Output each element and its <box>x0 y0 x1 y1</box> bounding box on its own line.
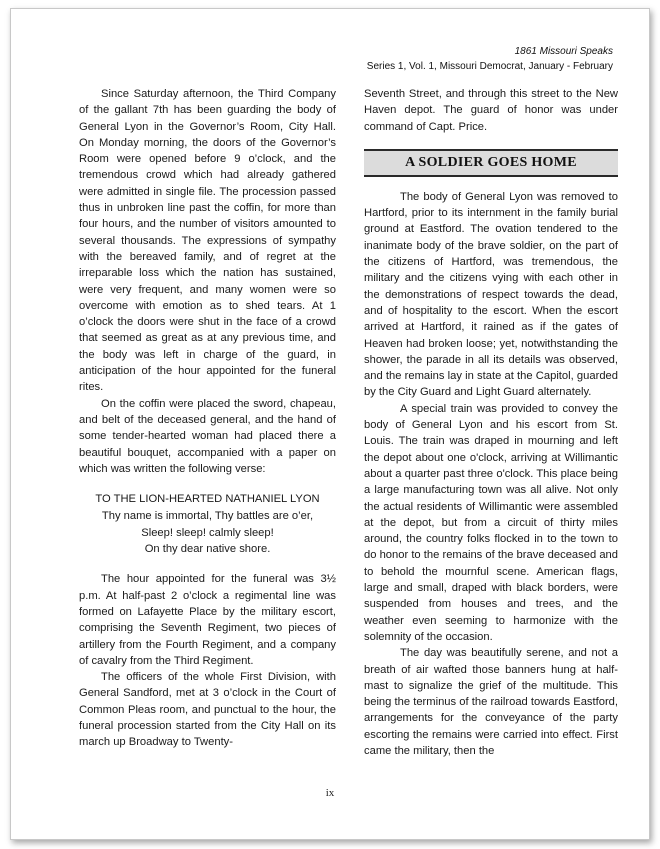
verse-block <box>79 491 336 557</box>
paragraph: Seventh Street, and through this street to the New Haven depot. The guard of honor was under command of Capt. Price. <box>364 88 618 133</box>
right-column <box>364 86 618 759</box>
publication-title: 1861 Missouri Speaks <box>514 46 613 57</box>
paragraph: On the coffin were placed the sword, chapeau, and belt of the deceased general, and the hand of some tender-hearted woman had placed there a beautiful bouquet, accompanied with a paper on which was written the following verse: <box>79 397 336 475</box>
left-column <box>79 86 336 751</box>
paragraph: The officers of the whole First Division, with General Sandford, met at 3 o’clock in the Court of Common Pleas room, and punctual to the hour, the funeral procession started from the City Hall on its march up Broadway to Twenty- <box>79 671 336 749</box>
paragraph: The day was beautifully serene, and not a breath of air wafted those banners hung at half-mast to signalize the grief of the multitude. This being the terminus of the railroad towards Eastford, arrangements for the conveyance of the party escorting the remains were carried into effect. First came the military, then the <box>364 647 618 757</box>
verse-line: Sleep! sleep! calmly sleep! <box>141 526 274 539</box>
section-heading: A SOLDIER GOES HOME <box>364 149 618 177</box>
paragraph: Since Saturday afternoon, the Third Company of the gallant 7th has been guarding the body of General Lyon in the Governor’s Room, City Hall. On Monday morning, the doors of the Governor’s Room were opened before 9 o’clock, and the tremendous crowd which had already gathered were admitted in single file. The procession passed thus in unbroken line past the coffin, for more than four hours, and the number of visitors amounted to several thousands. The expressions of sympathy with the bereaved family, and of regret at the irreparable loss which the nation has sustained, were very frequent, and many women were so overcome with emotion as to shed tears. At 1 o’clock the doors were shut in the face of a crowd that seemed as great as at any previous time, and the body was left in charge of the guard, in anticipation of the hour appointed for the funeral rites. <box>79 88 336 394</box>
paragraph: The body of General Lyon was removed to Hartford, prior to its internment in the family burial ground at Eastford. The ovation tendered to the inanimate body of the brave soldier, on the part of the citizens of Hartford, was tremendous, the military and the citizens vying with each other in the demonstrations of respect towards the dead, and of hospitality to the escort. When the escort arrived at Hartford, it rained as if the gates of Heaven had broken loose; yet, notwithstanding the shower, the parade in all its details was observed, and the remains lay in state at the Capitol, guarded by the City Guard and Light Guard alternately. <box>364 190 618 399</box>
series-info: Series 1, Vol. 1, Missouri Democrat, January - February <box>366 61 613 72</box>
running-header <box>367 44 613 74</box>
verse-line: Thy name is immortal, Thy battles are o’er, <box>101 510 314 523</box>
paragraph: The hour appointed for the funeral was 3½ p.m. At half-past 2 o’clock a regimental line was formed on Lafayette Place by the military escort, comprising the Seventh Regiment, two pieces of artillery from the Fourth Regiment, and a company of cavalry from the Third Regiment. <box>79 573 336 667</box>
verse-title: TO THE LION-HEARTED NATHANIEL LYON <box>95 493 320 506</box>
verse-line: On thy dear native shore. <box>144 543 271 556</box>
paragraph: A special train was provided to convey the body of General Lyon and his escort from St. Louis. The train was draped in mourning and left the depot about one o'clock, arriving at Willimantic about a quarter past three o'clock. This place being a large manufacturing town was all alive. Not only the actual residents of Willimantic were assembled at the depot, but from a circuit of thirty miles around, the country folks flocked in to the town to do honor to the remains of the brave deceased and to behold the mournful scene. American flags, large and small, draped with black borders, were suspended from houses and trees, and the weather even seeming to harmonize with the solemnity of the occasion. <box>364 402 618 643</box>
document-page <box>10 8 650 840</box>
page-number: ix <box>325 787 335 799</box>
